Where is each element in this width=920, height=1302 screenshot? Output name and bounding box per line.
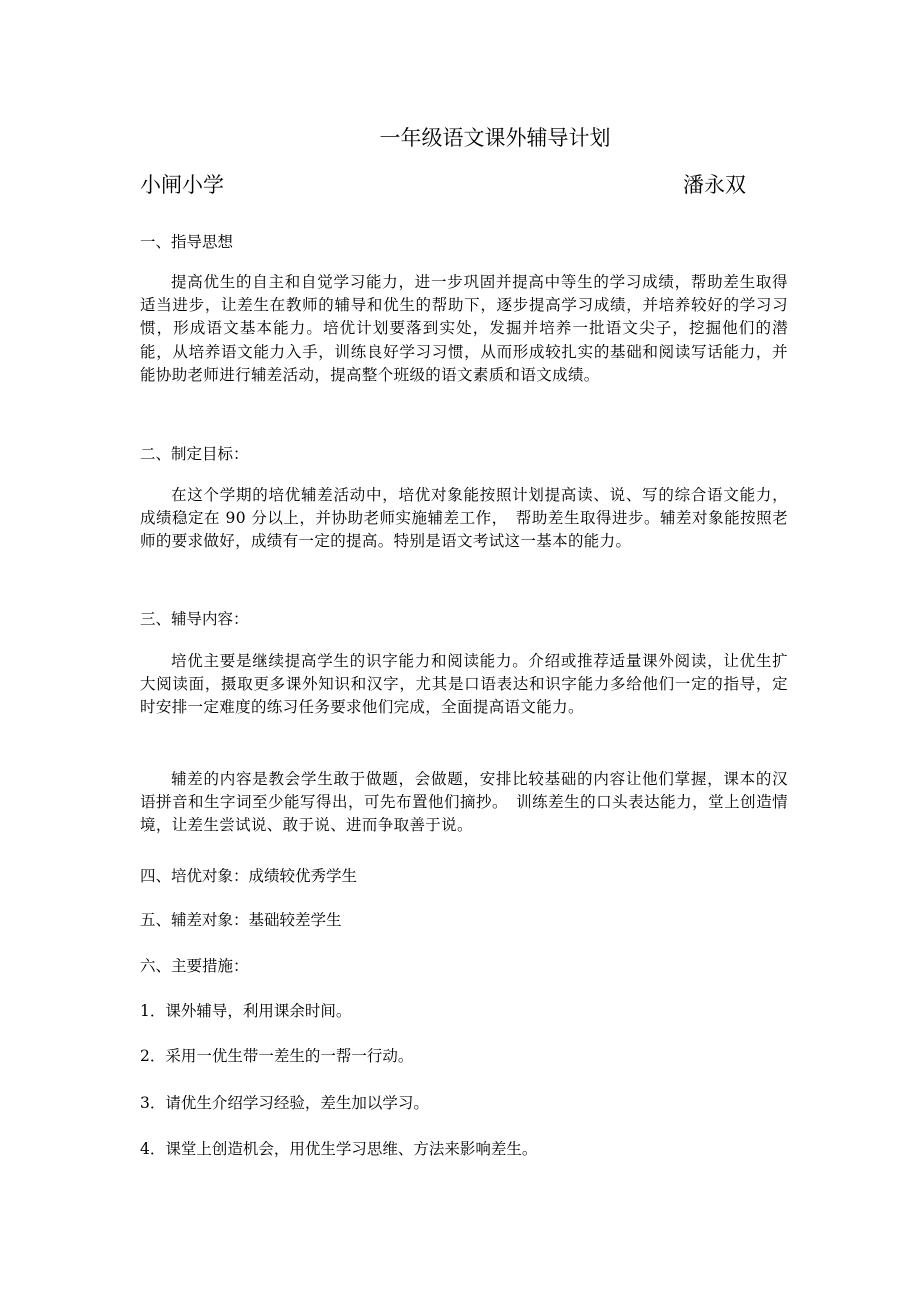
measure-item: 2．采用一优生带一差生的一帮一行动。 [140, 1047, 414, 1065]
section-paragraph-guiding-idea: 提高优生的自主和自觉学习能力，进一步巩固并提高中等生的学习成绩，帮助差生取得适当进步，让差生在教师的辅导和优生的帮助下，逐步提高学习成绩，并培养较好的学习习惯，形成语文基本能力。培优计划要落到实处，发掘并培养一批语文尖子，挖掘他们的潜能，从培养语文能力入手，训练良好学习习惯，从而形成较扎实的基础和阅读写话能力，并能协助老师进行辅差活动，提高整个班级的语文素质和语文成绩。 [140, 273, 788, 384]
section-heading-gifted-targets: 四、培优对象：成绩较优秀学生 [140, 867, 358, 885]
document-title: 一年级语文课外辅导计划 [379, 126, 611, 150]
measure-item: 3．请优生介绍学习经验，差生加以学习。 [140, 1094, 429, 1112]
section-heading-guiding-idea: 一、指导思想 [140, 233, 234, 251]
measure-item: 1．课外辅导，利用课余时间。 [140, 1002, 352, 1020]
section-heading-goals: 二、制定目标： [140, 445, 249, 463]
section-paragraph-gifted-content: 培优主要是继续提高学生的识字能力和阅读能力。介绍或推荐适量课外阅读，让优生扩大阅读面，摄取更多课外知识和汉字，尤其是口语表达和识字能力多给他们一定的指导，定时安排一定难度的练习任务要求他们完成，全面提高语文能力。 [140, 652, 788, 717]
school-name: 小闸小学 [140, 173, 224, 197]
section-heading-measures: 六、主要措施： [140, 957, 249, 975]
author-name: 潘永双 [683, 173, 746, 197]
measure-item: 4．课堂上创造机会，用优生学习思维、方法来影响差生。 [140, 1140, 538, 1158]
section-paragraph-remedial-content: 辅差的内容是教会学生敢于做题，会做题，安排比较基础的内容让他们掌握，课本的汉语拼音和生字词至少能写得出，可先布置他们摘抄。 训练差生的口头表达能力，堂上创造情境，让差生尝试说、敢于说、进而争取善于说。 [140, 770, 788, 835]
section-heading-remedial-targets: 五、辅差对象：基础较差学生 [140, 911, 342, 929]
section-paragraph-goals: 在这个学期的培优辅差活动中，培优对象能按照计划提高读、说、写的综合语文能力，成绩稳定在 90 分以上，并协助老师实施辅差工作， 帮助差生取得进步。辅差对象能按照老师的要求做好，成绩有一定的提高。特别是语文考试这一基本的能力。 [140, 486, 788, 551]
section-heading-content: 三、辅导内容： [140, 610, 249, 628]
